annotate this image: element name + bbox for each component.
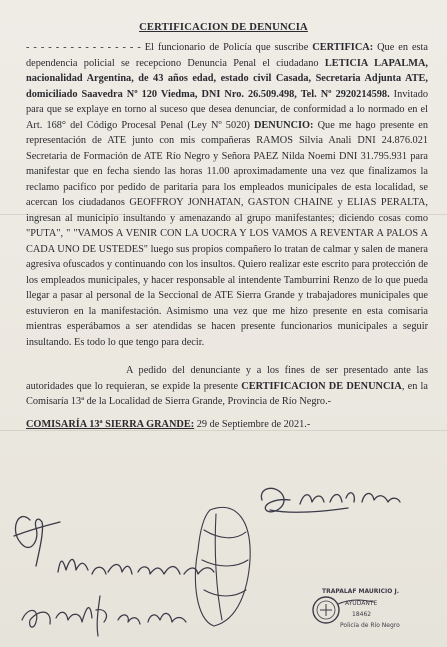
issuance-paragraph bbox=[26, 363, 428, 410]
dash-lead-text: - - - - - - - - - - - - - - - - El funcionario de Policía que suscribe bbox=[26, 42, 313, 53]
stamp-officer-name: TRAPALAF MAURICIO J. bbox=[322, 588, 399, 595]
signature-lapalma bbox=[14, 517, 214, 574]
document-body bbox=[26, 40, 428, 432]
certificacion-label: CERTIFICACION DE DENUNCIA bbox=[241, 380, 402, 392]
paragraph-text: A pedido del denunciante y a los fines de ser presentado ante las autoridades que lo requieran, se expide la presente bbox=[26, 365, 428, 392]
certifica-label: CERTIFICA: bbox=[312, 42, 374, 53]
certificate-date: 29 de Septiembre de 2021.- bbox=[194, 418, 311, 430]
signature-ramos bbox=[261, 488, 400, 512]
complainant-details: LETICIA LAPALMA, nacionalidad Argentina, de 43 años edad, estado civil Casada, Secretaria Adjunta ATE, domiciliado Saavedra Nº 120 Viedma, DNI Nro. 26.509.498, Tel. Nº 2920214598. bbox=[26, 57, 428, 100]
signature-paez bbox=[22, 596, 186, 636]
station-name: COMISARÍA 13ª SIERRA GRANDE: bbox=[26, 418, 195, 430]
paragraph-text: , en la Comisaría 13ª de la Localidad de Sierra Grande, Provincia de Río Negro.- bbox=[26, 380, 428, 407]
complaint-text: Que me hago presente en representación de ATE junto con mis compañeras RAMOS Silvia Anali DNI 24.876.021 Secretaria de Formación de ATE Río Negro y Señora PAEZ Nilda Noemi DNI 31.795.931 para manifestar que en fecha siendo las horas 11.00 aproximadamente una vez que finalizamos la reclamo pacifico por pedido de paritaria para los empleados municipales de esta localidad, se acercan los ciudadanos GEOFFROY JONHATAN, GASTON CHAINE y ELIAS PERALTA, ingresan al municipio insultando y amenazando al grupo manifestantes; diciendo cosas como "PUTA", " "VAMOS A VENIR CON LA UOCRA Y LOS VAMOS A REVENTAR A PALOS A CADA UNO DE USTEDES" luego sus propios compañero lo tratan de calmar y salen de manera agresiva ofuscados y continuando con los insultos. Quiero realizar este escrito para protección de los empleados municipales, y hacer responsable al intendente Tamburrini Renzo de lo que pueda llegar a pasar al personal de la Seccional de ATE Sierra Grande y trabajadores municipales que estuvieron en la manifestación. Asimismo una vez que me hizo presente en esta comisaria mientras esperábamos a ser atendidas se hacen presente funcionarios municipales a seguir insultando. Es todo lo que tengo para decir. bbox=[26, 119, 428, 348]
station-date-line bbox=[26, 417, 428, 433]
certification-paragraph bbox=[26, 40, 428, 350]
stamp-rank: AYUDANTE bbox=[345, 600, 378, 607]
stamp-institution: Policía de Río Negro bbox=[340, 622, 400, 629]
document-title: CERTIFICACION DE DENUNCIA bbox=[139, 22, 308, 33]
paragraph-text: Que en esta dependencia policial se recepciono Denuncia Penal el ciudadano bbox=[26, 42, 428, 69]
denuncio-label: DENUNCIO: bbox=[253, 119, 314, 131]
stamp-badge-number: 18462 bbox=[352, 611, 372, 618]
paragraph-text: Invitado para que se explaye en torno al suceso que desea denunciar, de conformidad a lo normado en el Art. 168° del Código Procesal Penal (Ley Nº 5020) bbox=[26, 88, 428, 131]
signature-center bbox=[195, 507, 250, 626]
handwritten-signatures bbox=[0, 470, 447, 647]
